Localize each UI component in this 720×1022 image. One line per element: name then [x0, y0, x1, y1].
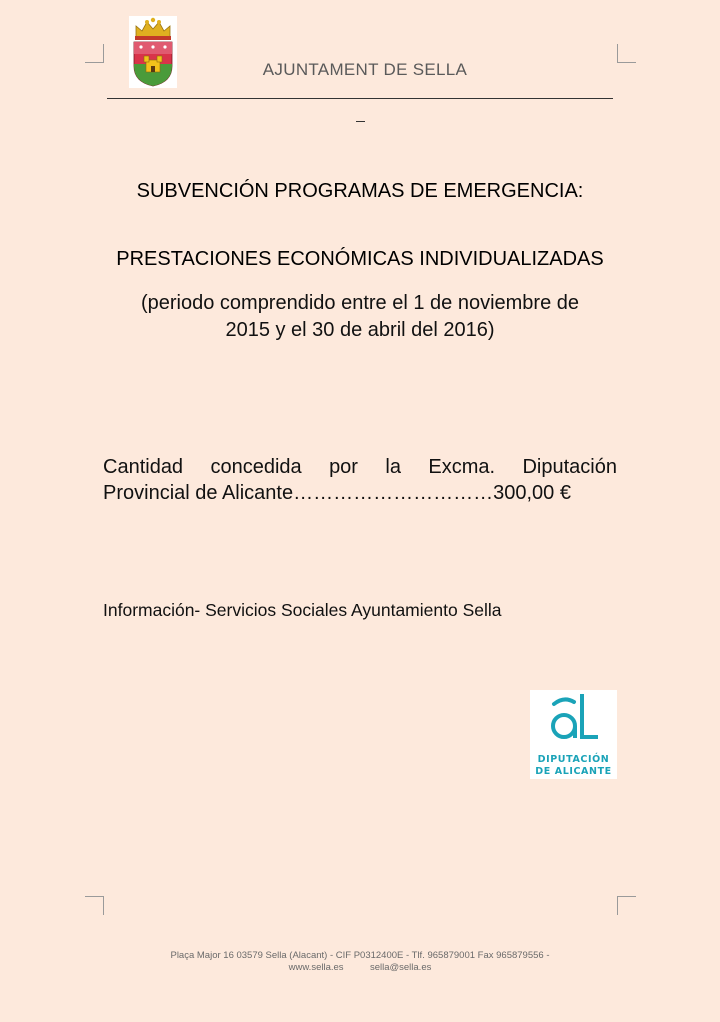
amount-word: la	[385, 456, 401, 478]
logo-text-line-1: DIPUTACIÓN	[537, 754, 610, 765]
period-line-2: 2015 y el 30 de abril del 2016)	[225, 319, 495, 341]
amount-word: por	[329, 456, 358, 478]
header-divider-dash	[356, 121, 365, 122]
diputacion-al-monogram-icon	[530, 690, 617, 752]
document-subtitle: PRESTACIONES ECONÓMICAS INDIVIDUALIZADAS	[116, 248, 604, 270]
amount-word: Cantidad	[103, 456, 184, 478]
coat-of-arms-icon	[129, 16, 177, 88]
amount-line-1	[103, 454, 617, 480]
information-line: Información- Servicios Sociales Ayuntamiento Sella	[103, 600, 502, 620]
granted-amount-paragraph	[103, 454, 617, 506]
crop-mark-bottom-right	[617, 896, 636, 915]
crop-mark-top-right	[617, 44, 636, 63]
period-line-1: (periodo comprendido entre el 1 de noviembre de	[140, 292, 580, 314]
amount-word: Diputación	[522, 456, 617, 478]
footer-address-line: Plaça Major 16 03579 Sella (Alacant) - CIF P0312400E - Tlf. 965879001 Fax 965879556 -	[170, 950, 550, 961]
amount-line-2: Provincial de Alicante…………………………300,00 €	[103, 482, 571, 504]
organization-name: AJUNTAMENT DE SELLA	[262, 60, 468, 79]
logo-text-line-2: DE ALICANTE	[535, 766, 612, 777]
footer-website-link[interactable]: www.sella.es	[288, 962, 344, 973]
amount-word: Excma.	[428, 456, 496, 478]
crop-mark-top-left	[85, 44, 104, 63]
amount-word: concedida	[210, 456, 302, 478]
document-title: SUBVENCIÓN PROGRAMAS DE EMERGENCIA:	[136, 180, 584, 202]
footer-email-link[interactable]: sella@sella.es	[369, 962, 432, 973]
footer-contact	[120, 950, 600, 974]
period-text	[110, 290, 610, 344]
diputacion-alicante-logo	[530, 690, 617, 779]
header-divider	[107, 98, 613, 99]
crop-mark-bottom-left	[85, 896, 104, 915]
footer-web-line	[120, 962, 600, 974]
